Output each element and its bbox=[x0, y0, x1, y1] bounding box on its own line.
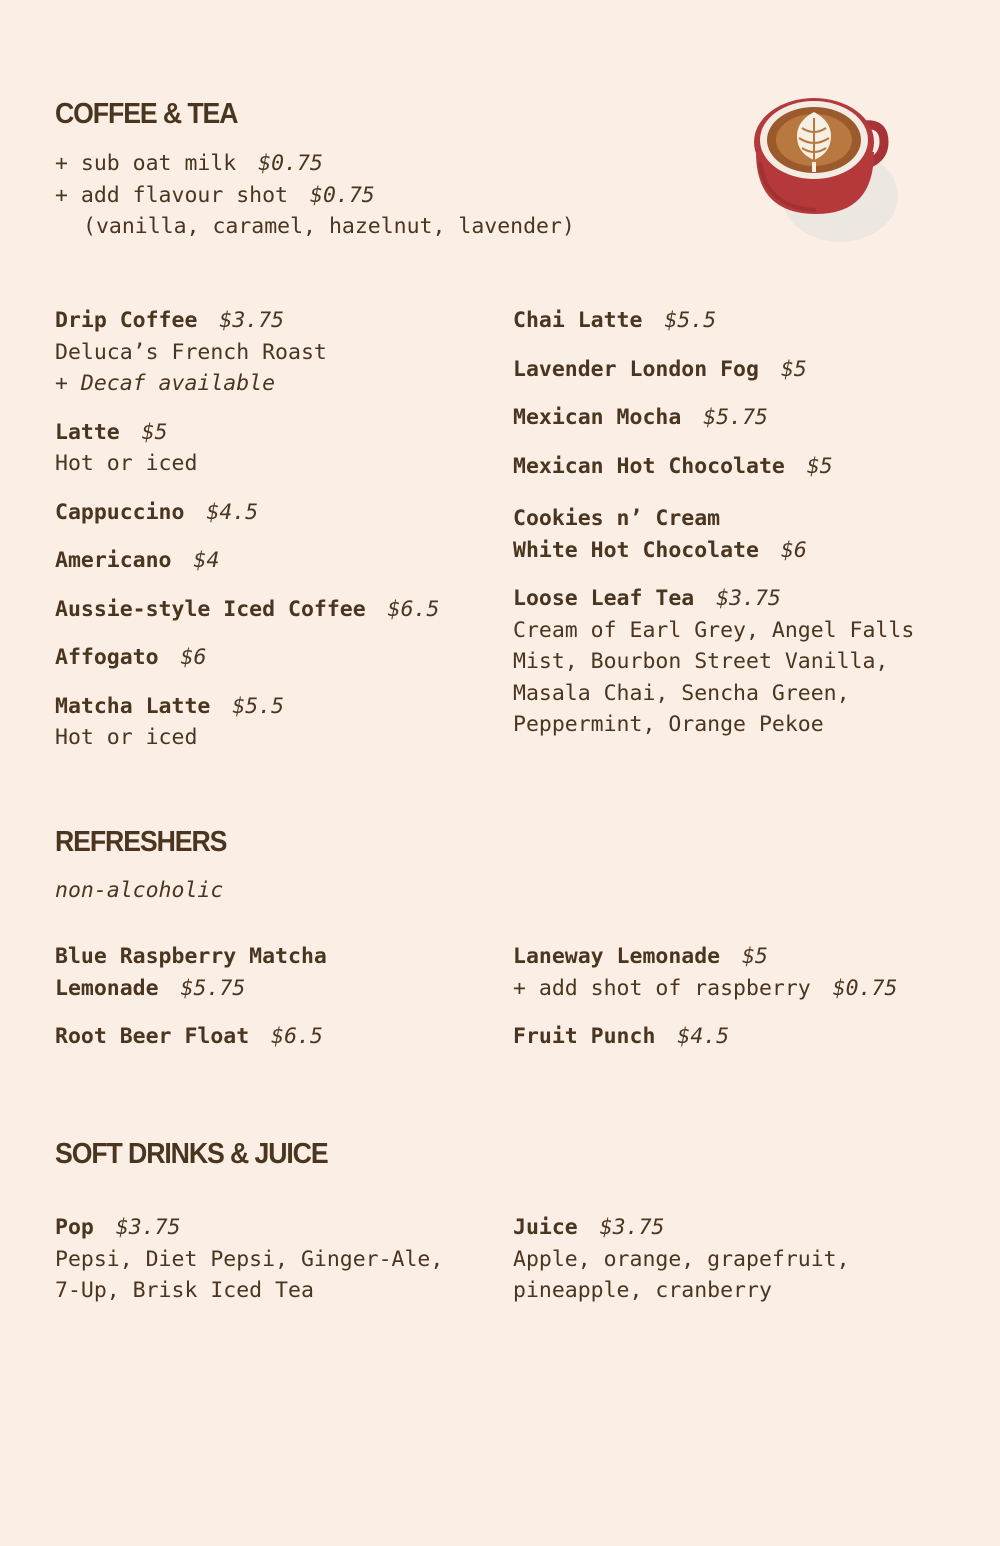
menu-item: Laneway Lemonade $5 + add shot of raspberry $0.75 bbox=[513, 944, 898, 1001]
section-subtitle: non-alcoholic bbox=[55, 878, 224, 903]
flavour-list: (vanilla, caramel, hazelnut, lavender) bbox=[83, 214, 575, 239]
menu-item: Chai Latte $5.5 bbox=[513, 308, 717, 333]
menu-item: Affogato $6 bbox=[55, 645, 207, 670]
coffee-right-column bbox=[513, 305, 914, 758]
refreshers-right-column bbox=[513, 941, 897, 1070]
menu-item: Matcha Latte $5.5 Hot or iced bbox=[55, 693, 285, 750]
menu-item: Drip Coffee $3.75 Deluca’s French Roast + Decaf available bbox=[55, 308, 327, 396]
menu-item: Juice $3.75 Apple, orange, grapefruit, pineapple, cranberry bbox=[513, 1215, 850, 1303]
menu-item: Fruit Punch $4.5 bbox=[513, 1024, 730, 1049]
menu-item: Mexican Mocha $5.75 bbox=[513, 405, 769, 430]
section-title-coffee-tea: COFFEE & TEA bbox=[55, 98, 238, 130]
menu-item: Americano $4 bbox=[55, 548, 220, 573]
menu-item: Cookies n’ Cream White Hot Chocolate $6 bbox=[513, 506, 807, 563]
menu-item: Aussie-style Iced Coffee $6.5 bbox=[55, 596, 440, 622]
refreshers-left-column bbox=[55, 941, 327, 1070]
soft-left-column bbox=[55, 1212, 443, 1324]
latte-cup-icon bbox=[748, 90, 906, 248]
menu-item: Pop $3.75 Pepsi, Diet Pepsi, Ginger-Ale, 7-Up, Brisk Iced Tea bbox=[55, 1215, 444, 1303]
menu-item: Cappuccino $4.5 bbox=[55, 499, 259, 525]
menu-item: Lavender London Fog $5 bbox=[513, 356, 807, 382]
section-title-refreshers: REFRESHERS bbox=[55, 826, 227, 858]
menu-item: Blue Raspberry Matcha Lemonade $5.75 bbox=[55, 944, 327, 1001]
addon-flavour-shot: + add flavour shot $0.75 bbox=[55, 183, 375, 208]
coffee-left-column bbox=[55, 305, 439, 771]
addon-oat-milk: + sub oat milk $0.75 bbox=[55, 151, 323, 176]
menu-item: Latte $5 Hot or iced bbox=[55, 419, 198, 476]
menu-item: Mexican Hot Chocolate $5 bbox=[513, 453, 833, 479]
section-title-soft-drinks: SOFT DRINKS & JUICE bbox=[55, 1138, 328, 1170]
menu-item: Loose Leaf Tea $3.75 Cream of Earl Grey, Angel Falls Mist, Bourbon Street Vanilla, Masala Chai, Sencha Green, Peppermint, Orange Pekoe bbox=[513, 586, 915, 737]
soft-right-column bbox=[513, 1212, 850, 1324]
menu-item: Root Beer Float $6.5 bbox=[55, 1024, 323, 1049]
